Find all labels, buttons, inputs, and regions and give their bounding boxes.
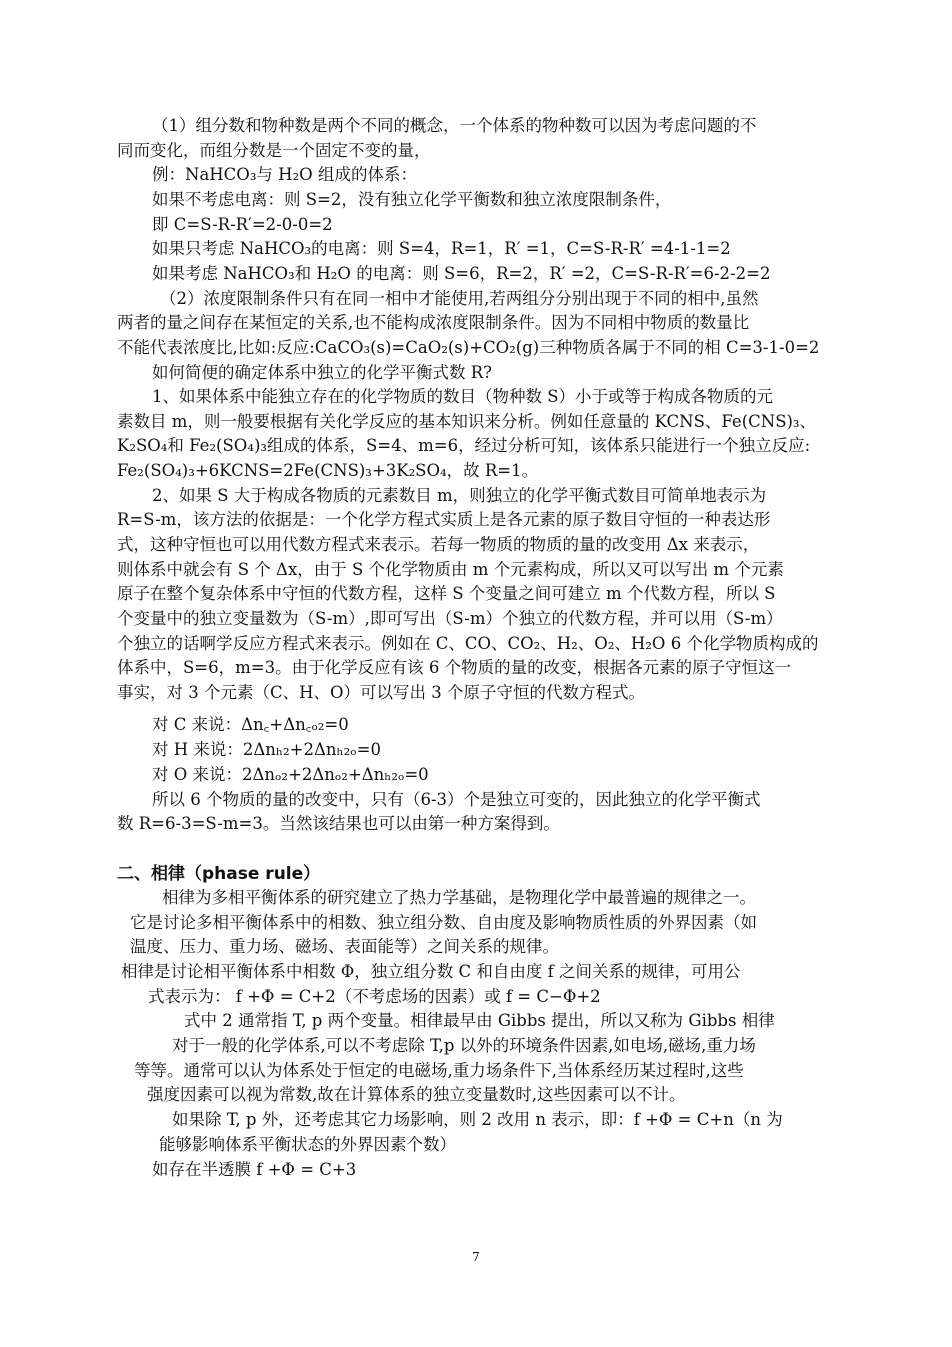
formula-line: 式表示为： f +Φ = C+2（不考虑场的因素）或 f = C−Φ+2 (148, 987, 601, 1006)
text-line: 原子在整个复杂体系中守恒的代数方程，这样 S 个变量之间可建立 m 个代数方程，所以 S (117, 584, 776, 603)
text-line: K₂SO₄和 Fe₂(SO₄)₃组成的体系，S=4、m=6，经过分析可知，该体系只能进行一个独立反应: (117, 436, 811, 455)
text-line: R=S-m，该方法的依据是：一个化学方程式实质上是各元素的原子数目守恒的一种表达形 (117, 510, 771, 529)
text-line: 式中 2 通常指 T, p 两个变量。相律最早由 Gibbs 提出，所以又称为 Gibbs 相律 (184, 1011, 775, 1030)
text-line: 能够影响体系平衡状态的外界因素个数） (159, 1135, 456, 1154)
equation-line: 对 H 来说：2Δnₕ₂+2Δnₕ₂ₒ=0 (152, 740, 381, 759)
text-line: 则体系中就会有 S 个 Δx，由于 S 个化学物质由 m 个元素构成，所以又可以写出 m 个元素 (117, 560, 784, 579)
text-line: 例：NaHCO₃与 H₂O 组成的体系： (152, 165, 417, 184)
text-line: （2）浓度限制条件只有在同一相中才能使用,若两组分分别出现于不同的相中,虽然 (160, 289, 759, 308)
text-line: 2、如果 S 大于构成各物质的元素数目 m，则独立的化学平衡式数目可简单地表示为 (152, 486, 767, 505)
text-line: 式，这种守恒也可以用代数方程式来表示。若每一物质的物质的量的改变用 Δx 来表示， (117, 535, 760, 554)
text-line: 不能代表浓度比,比如:反应:CaCO₃(s)=CaO₂(s)+CO₂(g)三种物质各属于不同的相 C=3-1-0=2 (117, 338, 820, 357)
page-number: 7 (472, 1250, 480, 1264)
text-line: （1）组分数和物种数是两个不同的概念，一个体系的物种数可以因为考虑问题的不 (152, 116, 757, 135)
text-line: 个变量中的独立变量数为（S-m）,即可写出（S-m）个独立的代数方程，并可以用（S-m） (117, 609, 783, 628)
text-line: 相律是讨论相平衡体系中相数 Φ，独立组分数 C 和自由度 f 之间关系的规律，可用公 (121, 962, 741, 981)
text-line: Fe₂(SO₄)₃+6KCNS=2Fe(CNS)₃+3K₂SO₄，故 R=1。 (117, 461, 539, 480)
text-line: 等等。通常可以认为体系处于恒定的电磁场,重力场条件下,当体系经历某过程时,这些 (134, 1061, 744, 1080)
text-line: 如存在半透膜 f +Φ = C+3 (152, 1160, 357, 1179)
text-line: 1、如果体系中能独立存在的化学物质的数目（物种数 S）小于或等于构成各物质的元 (152, 387, 774, 406)
text-line: 如果考虑 NaHCO₃和 H₂O 的电离：则 S=6，R=2，R′ =2，C=S-R-R′=6-2-2=2 (152, 264, 771, 283)
equation-line: 对 O 来说：2Δnₒ₂+2Δnₒ₂+Δnₕ₂ₒ=0 (152, 765, 429, 784)
text-line: 即 C=S-R-R′=2-0-0=2 (152, 215, 333, 234)
text-line: 个独立的话啊学反应方程式来表示。例如在 C、CO、CO₂、H₂、O₂、H₂O 6 个化学物质构成的 (117, 634, 819, 653)
text-line: 所以 6 个物质的量的改变中，只有（6-3）个是独立可变的，因此独立的化学平衡式 (152, 790, 761, 809)
equation-line: 对 C 来说：Δn꜀+Δn꜀ₒ₂=0 (152, 715, 349, 734)
text-line: 两者的量之间存在某恒定的关系,也不能构成浓度限制条件。因为不同相中物质的数量比 (117, 313, 750, 332)
text-line: 它是讨论多相平衡体系中的相数、独立组分数、自由度及影响物质性质的外界因素（如 (130, 913, 757, 932)
text-line: 强度因素可以视为常数,故在计算体系的独立变量数时,这些因素可以不计。 (147, 1085, 686, 1104)
text-line: 同而变化，而组分数是一个固定不变的量， (117, 141, 431, 160)
text-line: 体系中，S=6，m=3。由于化学反应有该 6 个物质的量的改变，根据各元素的原子守恒这一 (117, 658, 792, 677)
text-line: 如何简便的确定体系中独立的化学平衡式数 R? (152, 363, 493, 382)
text-line: 素数目 m，则一般要根据有关化学反应的基本知识来分析。例如任意量的 KCNS、Fe(CNS)₃、 (117, 412, 817, 431)
text-line: 温度、压力、重力场、磁场、表面能等）之间关系的规律。 (130, 937, 559, 956)
text-line: 事实，对 3 个元素（C、H、O）可以写出 3 个原子守恒的代数方程式。 (117, 683, 646, 702)
text-line: 相律为多相平衡体系的研究建立了热力学基础，是物理化学中最普遍的规律之一。 (162, 888, 756, 907)
text-line: 对于一般的化学体系,可以不考虑除 T,p 以外的环境条件因素,如电场,磁场,重力场 (172, 1036, 756, 1055)
section-heading: 二、相律（phase rule） (117, 864, 321, 884)
text-line: 如果除 T, p 外，还考虑其它力场影响，则 2 改用 n 表示，即：f +Φ = C+n（n 为 (172, 1110, 783, 1129)
text-line: 数 R=6-3=S-m=3。当然该结果也可以由第一种方案得到。 (117, 814, 560, 833)
text-line: 如果不考虑电离：则 S=2，没有独立化学平衡数和独立浓度限制条件， (152, 190, 672, 209)
text-line: 如果只考虑 NaHCO₃的电离：则 S=4，R=1，R′ =1，C=S-R-R′ =4-1-1=2 (152, 239, 731, 258)
